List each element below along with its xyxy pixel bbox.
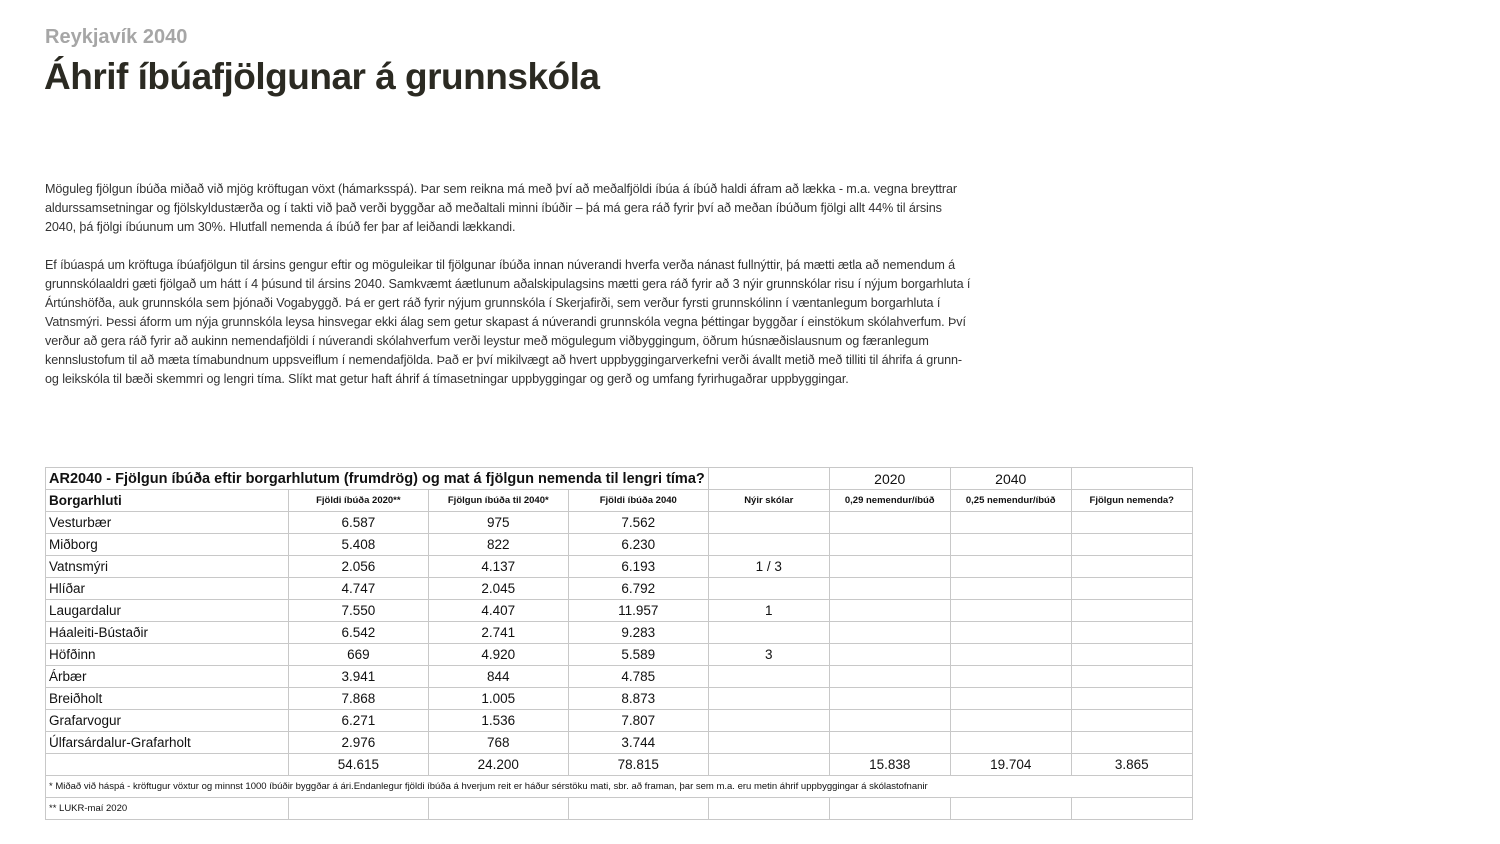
table-cell: 2.045 [428, 578, 568, 600]
empty-cell [950, 798, 1071, 820]
paragraph-2: Ef íbúaspá um kröftuga íbúafjölgun til ársins gengur eftir og möguleikar til fjölgunar íbúða innan núverandi hverfa verða nánast fullnýttir, þá mætti ætla að nemendum á grunnskólaaldri gæti fjölgað um hátt í 4 þúsund til ársins 2040. Samkvæmt áætlunum aðalskipulagsins mætti gera ráð fyrir að 3 nýir grunnskólar risu í nýjum borgarhluta í Ártúnshöfða, auk grunnskóla sem þjónaði Vogabyggð. Þá er gert ráð fyrir nýjum grunnskóla í Skerjafirði, sem verður fyrsti grunnskólinn í væntanlegum borgarhluta í Vatnsmýri. Þessi áform um nýja grunnskóla leysa hinsvegar ekki álag sem getur skapast á núverandi grunnskóla vegna þéttingar byggðar í einstökum skólahverfum. Því verður að gera ráð fyrir að aukinn nemendafjöldi í núverandi skólahverfum verði leystur með mögulegum viðbyggingum, öðrum húsnæðislausnum og færanlegum kennslustofum til að mæta tímabundnum uppsveiflum í nemendafjölda. Það er því mikilvægt að hvert uppbyggingarverkefni verði ávallt metið með tilliti til áhrifa á grunn- og leikskóla til bæði skemmri og lengri tíma. Slíkt mat getur haft áhrif á tímasetningar uppbyggingar og gerð og umfang fyrirhugaðrar uppbyggingar. [45, 258, 971, 386]
table-cell [1071, 578, 1192, 600]
empty-cell [288, 798, 428, 820]
table-cell [1071, 556, 1192, 578]
table-cell [708, 534, 829, 556]
paragraph-1: Möguleg fjölgun íbúða miðað við mjög kröftugan vöxt (hámarksspá). Þar sem reikna má með því að meðalfjöldi íbúa á íbúð haldi áfram að lækka - m.a. vegna breyttrar aldurssamsetningar og fjölskyldustærða og í takti við það verði byggðar að meðaltali minni íbúðir – þá má gera ráð fyrir því að meðan íbúðum fjölgi allt 44% til ársins 2040, þá fjölgi íbúunum um 30%. Hlutfall nemenda á íbúð fer þar af leiðandi lækkandi. [45, 182, 958, 234]
table-cell: 4.407 [428, 600, 568, 622]
table-caption-row [46, 468, 1193, 490]
table-cell: 4.747 [288, 578, 428, 600]
table-row [46, 688, 1193, 710]
table-cell [1071, 512, 1192, 534]
table-cell: 1 / 3 [708, 556, 829, 578]
empty-cell [568, 798, 708, 820]
total-cell [46, 754, 289, 776]
empty-cell [428, 798, 568, 820]
table-cell [1071, 644, 1192, 666]
table-cell [950, 534, 1071, 556]
table-cell: 7.868 [288, 688, 428, 710]
table-cell: Miðborg [46, 534, 289, 556]
table-cell: 6.792 [568, 578, 708, 600]
table-cell [1071, 600, 1192, 622]
table-row [46, 732, 1193, 754]
table-row [46, 600, 1193, 622]
total-cell: 15.838 [829, 754, 950, 776]
table-cell [829, 732, 950, 754]
table-cell: Háaleiti-Bústaðir [46, 622, 289, 644]
empty-cell [829, 798, 950, 820]
table-cell [950, 600, 1071, 622]
table-cell [829, 534, 950, 556]
table-cell: 4.137 [428, 556, 568, 578]
table-cell: 1.005 [428, 688, 568, 710]
table-cell: Árbær [46, 666, 289, 688]
table-cell [950, 710, 1071, 732]
table-cell [708, 512, 829, 534]
table-cell: 7.550 [288, 600, 428, 622]
table-cell: 3.744 [568, 732, 708, 754]
total-cell: 54.615 [288, 754, 428, 776]
table-cell: Vatnsmýri [46, 556, 289, 578]
table-cell [708, 732, 829, 754]
table-cell: 768 [428, 732, 568, 754]
footnote-row [46, 776, 1193, 798]
table-cell: 822 [428, 534, 568, 556]
table-cell: 669 [288, 644, 428, 666]
table-cell: Vesturbær [46, 512, 289, 534]
table-cell [829, 556, 950, 578]
table-cell: Höfðinn [46, 644, 289, 666]
column-header: Fjölgun íbúða til 2040* [428, 490, 568, 512]
table-cell: 3.941 [288, 666, 428, 688]
empty-cell [1071, 798, 1192, 820]
table-cell: 6.230 [568, 534, 708, 556]
table-header-row [46, 490, 1193, 512]
table-cell: 844 [428, 666, 568, 688]
table-cell: 975 [428, 512, 568, 534]
table-cell [829, 666, 950, 688]
column-header: 0,25 nemendur/íbúð [950, 490, 1071, 512]
footnote-row [46, 798, 1193, 820]
table-cell: 6.587 [288, 512, 428, 534]
table-cell: 6.271 [288, 710, 428, 732]
table-cell: 7.807 [568, 710, 708, 732]
empty-cell [708, 798, 829, 820]
table-cell [829, 622, 950, 644]
table-cell [829, 688, 950, 710]
table-cell: 2.741 [428, 622, 568, 644]
table-row [46, 622, 1193, 644]
table-cell: Laugardalur [46, 600, 289, 622]
table-cell: 5.589 [568, 644, 708, 666]
supertitle: Reykjavík 2040 [45, 26, 188, 48]
table-cell [708, 688, 829, 710]
table-cell: 4.785 [568, 666, 708, 688]
year-2020: 2020 [829, 468, 950, 490]
table-cell: 8.873 [568, 688, 708, 710]
table-cell [829, 512, 950, 534]
table-row [46, 512, 1193, 534]
table-row [46, 666, 1193, 688]
column-header: Fjölgun nemenda? [1071, 490, 1192, 512]
table-cell [950, 732, 1071, 754]
table-cell [950, 556, 1071, 578]
column-header: Nýir skólar [708, 490, 829, 512]
table-cell: 7.562 [568, 512, 708, 534]
column-header: Fjöldi íbúða 2020** [288, 490, 428, 512]
total-cell: 19.704 [950, 754, 1071, 776]
table-cell [829, 710, 950, 732]
table-cell [1071, 534, 1192, 556]
table-row [46, 556, 1193, 578]
table-cell [1071, 732, 1192, 754]
table-cell [950, 512, 1071, 534]
table-cell: 6.193 [568, 556, 708, 578]
table-cell: 6.542 [288, 622, 428, 644]
table-cell [1071, 622, 1192, 644]
total-cell: 3.865 [1071, 754, 1192, 776]
table-cell: 5.408 [288, 534, 428, 556]
table-cell: 1 [708, 600, 829, 622]
table-cell: 11.957 [568, 600, 708, 622]
table-cell: Úlfarsárdalur-Grafarholt [46, 732, 289, 754]
year-2040: 2040 [950, 468, 1071, 490]
table-cell: 2.056 [288, 556, 428, 578]
total-cell: 24.200 [428, 754, 568, 776]
table-cell [708, 666, 829, 688]
table-cell: 9.283 [568, 622, 708, 644]
totals-row [46, 754, 1193, 776]
column-header: Fjöldi íbúða 2040 [568, 490, 708, 512]
column-header: Borgarhluti [46, 490, 289, 512]
table-caption: AR2040 - Fjölgun íbúða eftir borgarhlutum (frumdrög) og mat á fjölgun nemenda til lengri tíma? [46, 468, 709, 490]
table-cell [950, 578, 1071, 600]
table-cell: 3 [708, 644, 829, 666]
table-row [46, 710, 1193, 732]
footnote: ** LUKR-maí 2020 [46, 798, 289, 820]
table-cell [708, 578, 829, 600]
table-cell [829, 578, 950, 600]
table-cell: 4.920 [428, 644, 568, 666]
total-cell: 78.815 [568, 754, 708, 776]
footnote: * Miðað við háspá - kröftugur vöxtur og minnst 1000 íbúðir byggðar á ári.Endanlegur fjöldi íbúða á hverjum reit er háður sérstöku mati, sbr. að framan, þar sem m.a. eru metin áhrif uppbyggingar á skólastofnanir [46, 776, 1193, 798]
total-cell [708, 754, 829, 776]
table-row [46, 534, 1193, 556]
table-cell [829, 600, 950, 622]
column-header: 0,29 nemendur/íbúð [829, 490, 950, 512]
table-cell: Hlíðar [46, 578, 289, 600]
table-row [46, 578, 1193, 600]
page-title: Áhrif íbúafjölgunar á grunnskóla [44, 56, 600, 97]
housing-table [45, 467, 1193, 820]
table-cell [708, 622, 829, 644]
table-cell [708, 710, 829, 732]
table-cell: 2.976 [288, 732, 428, 754]
table-cell [1071, 710, 1192, 732]
table-cell [829, 644, 950, 666]
table-row [46, 644, 1193, 666]
table-cell: Grafarvogur [46, 710, 289, 732]
table-cell: Breiðholt [46, 688, 289, 710]
table-cell: 1.536 [428, 710, 568, 732]
table-cell [950, 622, 1071, 644]
table-cell [1071, 688, 1192, 710]
table-cell [950, 666, 1071, 688]
table-cell [950, 688, 1071, 710]
table-cell [1071, 666, 1192, 688]
table-cell [950, 644, 1071, 666]
